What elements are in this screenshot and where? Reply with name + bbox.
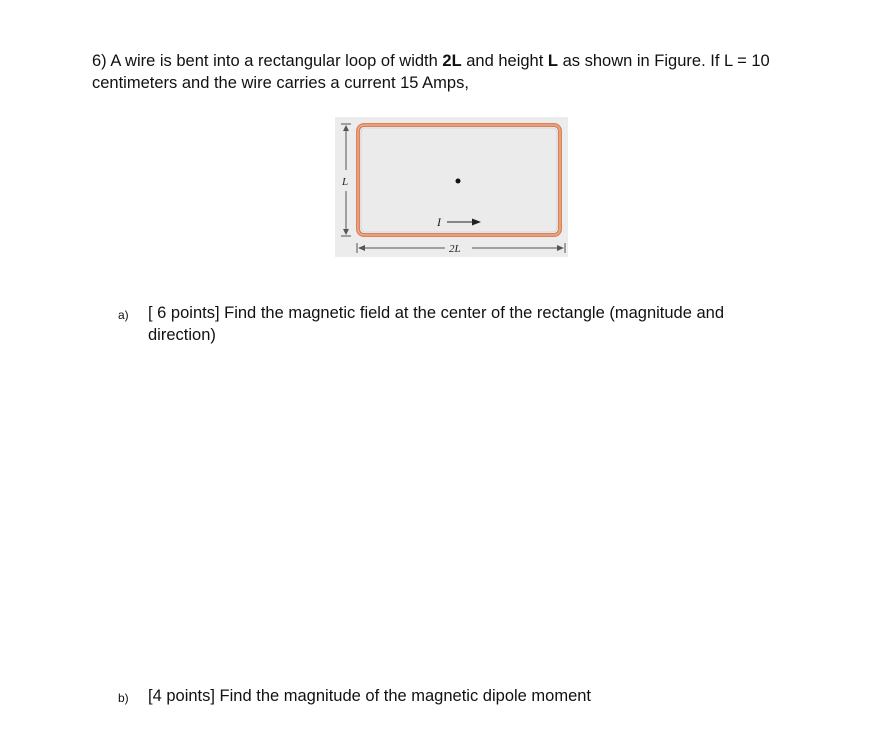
- loop-figure: [335, 117, 568, 257]
- part-a-letter: a): [118, 308, 129, 322]
- loop-diagram: [335, 117, 568, 257]
- question-text-part1: A wire is bent into a rectangular loop of width: [110, 52, 443, 70]
- height-dim-arrow-bottom: [343, 229, 349, 235]
- width-dim-arrow-right: [557, 245, 564, 251]
- width-symbol: 2L: [442, 52, 462, 70]
- part-a-points: [ 6 points]: [148, 304, 220, 322]
- center-dot: [456, 179, 461, 184]
- part-b-letter: b): [118, 691, 129, 705]
- part-b-question: [148, 685, 788, 707]
- part-a-text: Find the magnetic field at the center of the rectangle (magnitude and direction): [148, 304, 725, 344]
- width-label: 2L: [449, 243, 461, 255]
- height-label: L: [342, 176, 349, 188]
- part-b-points: [4 points]: [148, 687, 215, 705]
- height-symbol: L: [547, 52, 558, 70]
- height-dim-arrow-top: [343, 125, 349, 131]
- question-statement: [92, 50, 812, 94]
- part-b-text: Find the magnitude of the magnetic dipole moment: [214, 687, 592, 705]
- width-dim-arrow-left: [358, 245, 365, 251]
- question-text-part3: as shown in Figure. If L = 10 centimeters and the wire carries a current 15 Amps,: [92, 52, 770, 92]
- question-number: 6): [92, 52, 107, 70]
- question-text-part2: and height: [461, 52, 548, 70]
- part-a-question: [148, 302, 788, 346]
- current-label: I: [437, 215, 441, 229]
